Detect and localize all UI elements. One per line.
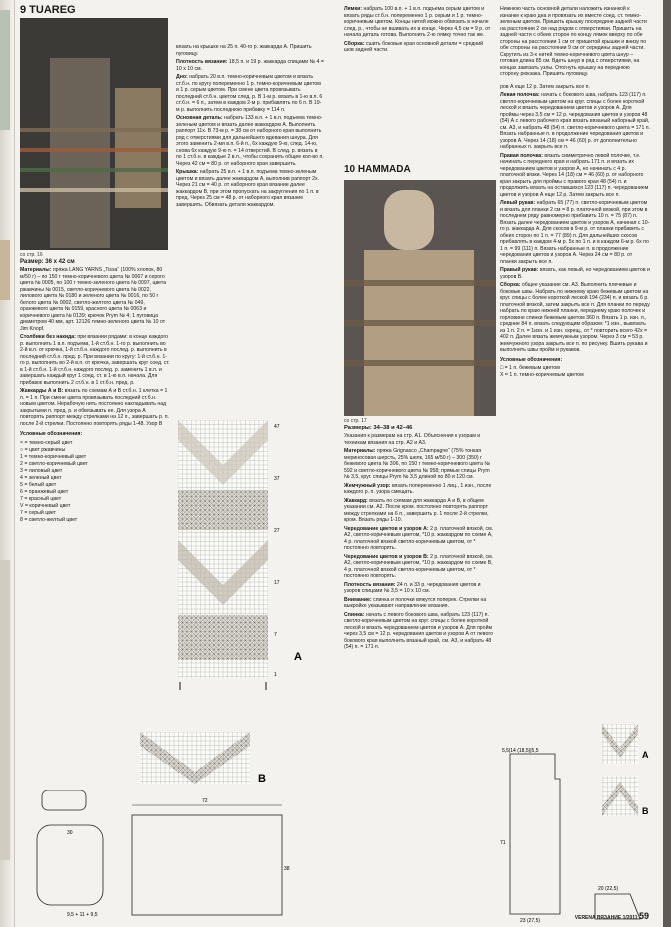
legend-item: 7 = красный цвет [20, 495, 62, 502]
legend-item: 1 = темно-коричневый цвет [20, 453, 87, 460]
h-jakkard-label: Жаккард: [344, 497, 368, 504]
pravyi-rukav-text: вязать, как левый, но чередованием цветов и узоров В. [500, 267, 650, 280]
sborka-label: Сборка: [344, 40, 365, 47]
chart-a-grid [178, 420, 334, 690]
svg-text:A: A [642, 750, 649, 760]
svg-text:47: 47 [274, 424, 280, 430]
section-title-hammada: 10 HAMMADA [344, 164, 411, 175]
svg-text:30: 30 [67, 830, 73, 836]
stolbiki-text: при вязании рядами: в конце каждого р. выполнить 1 в.п. подъема, 1-й ст.б.н. 1-го р. выполнить во 2-й в.п. от крючка, 1-й ст.б.н. каждого послед. р. выполнить в последний ст.б.н. пред. р. При вязании по кругу: 1-й ст.б.н. 1-го р. выполнить во 2-й в.п. от крючка, завершать круг соед. ст. в 1-й ст.б.н. 1-й ст.б.н. каждого послед. р. заменить 1 в.п. и завершать каждый круг 1 соед. ст. в 1-ю в.п. начала. Для прибавок выполнить 2 ст.б.н. в 1 ст.б.н. пред. р. [20, 334, 170, 386]
svg-text:72: 72 [202, 798, 208, 804]
right-column [500, 6, 650, 379]
chered-a-text: 2 р. платочной вязкой, см. А2, светло-коричневым цветом, *10 р. жаккардом по схеме А, 4 р. платочной вязкой светло-коричневым цветом, от * постоянно повторять. [344, 525, 494, 551]
svg-text:37: 37 [274, 476, 280, 482]
sborka2-text: общее указание см. А3. Выполнить плечевые и боковые швы. Набрать по нижнему краю бежевым цветом на круг. спицы с более короткой леской 194 (234) п. и вязать 6 р. платочной вязкой, затем закрыть все п. Для планки по переду набрать по краю нижней планки, переднему краю полочек и горловине спинки бежевым цветом 360 п. Вязать 1 р. изн. п., средние 84 п. вязать следующим образом: *1 изн., вывязать из 1 п. 2 п. = 1изн. и 1 изн. скрещ., от * повторить всего 42х = 402 п. Далее вязать жемчужным узором. Через 3 см = 53 р. жемчужного узора закрыть все п. по рисунку. Вшить рукава и выполнить швы пройм и рукавов. [500, 282, 650, 353]
pravyi-rukav-label: Правый рукав: [500, 267, 539, 273]
legend-item: ○ = цвет ржавчины [20, 446, 66, 453]
chart-b-grid [120, 732, 280, 792]
legend-title: Условные обозначения: [20, 431, 83, 437]
kryshka-label: Крышка: [176, 169, 199, 175]
legend-item: 8 = светло-желтый цвет [20, 516, 78, 523]
page-number: 59 [638, 911, 649, 921]
right-legend-title: Условные обозначения: [500, 356, 563, 363]
osnovnaya-label: Основная деталь: [176, 115, 223, 121]
lyamki-text: набрать 100 в.п. + 1 в.п. подъема серым цветом и вязать ряды ст.б.н. попеременно 1 р. серым и 1 р. темно-коричневым цветом. Концы нитей можно обвязать в начале след. р., чтобы не вшивать их в конце. Через 4,5 см = 9 р. от начала деталь готова. Выполнить 2-ю лямку точно так же. [344, 6, 491, 38]
hammada-text [344, 418, 494, 653]
svg-text:23 (27,5): 23 (27,5) [520, 918, 541, 924]
svg-text:38: 38 [284, 866, 290, 872]
dno-text: набрать 20 в.п. темно-коричневым цветом и вязать ст.б.н. по кругу попеременно 1 р. темно-коричневым цветом и 1 р. серым цветом. При смене цвета провязывать последний ст.б.н. цветом след. р. В 1-м р. вязать в 1-ю в.п. 6 ст.б.н. = 6 п., затем в каждом 2-м р. прибавлять по 6 п. В 19-м р. выполнить последнюю прибавку = 114 п. [176, 74, 323, 113]
left-text [20, 252, 170, 524]
h-materials-label: Материалы: [344, 448, 376, 454]
materials-label: Материалы: [20, 267, 52, 273]
svg-text:1: 1 [274, 672, 277, 678]
svg-text:17: 17 [274, 580, 280, 586]
middle-column [176, 44, 324, 210]
spinka-label: Спинка: [344, 611, 365, 618]
middle-p1: вязать на крышке на 25 п. 40-го р. жаккарда А. Пришить пуговицу. [176, 44, 312, 57]
chered-b-text: 2 р. платочной вязкой, см. А2, светло-коричневым цветом, *10 р. жаккардом по схеме В, 4 р. платочной вязкой светло-коричневым цветом, от * постоянно повторять. [344, 553, 494, 579]
size-line: Размер: 36 х 42 см [20, 258, 75, 265]
h-density-label: Плотность вязания: [344, 581, 396, 588]
levyi-rukav-label: Левый рукав: [500, 200, 536, 206]
page-footer [575, 911, 649, 921]
chered-b-label: Чередование цветов и узоров В: [344, 553, 429, 560]
svg-text:27: 27 [274, 528, 280, 534]
garment-schematic [500, 744, 650, 924]
lyamki-block [344, 6, 494, 56]
right-p-cont: ров А еще 12 р. Затем закрыть все п. [500, 83, 590, 90]
legend-item: × = темно-серый цвет [20, 439, 73, 446]
hammada-sizes-text: Указания к размерам на стр. А1. Объяснения к узорам и техникам вязания на стр. А2 и А3. [344, 433, 481, 446]
svg-text:7: 7 [274, 632, 277, 638]
density-text: 18,5 п. и 19 р. жаккарда спицами № 4 = 10 х 10 см. [176, 59, 324, 72]
h-jakkard-text: вязать по схемам для жаккарда А и В, в общем указании см. А2. После кром. постоянно повторять раппорт между стрелками на 6 п., завершить р. 1 после 2-й стрелки, кром. Вязать ряды 1-10. [344, 497, 489, 523]
levaya-label: Левая полочка: [500, 92, 540, 98]
spinka-text: начать с левого бокового шва, набрать 123 (117) п. светло-коричневым цветом на круг. спицы с более короткой леской и вязать чередованием цветов и узоров А. Для пройм через 3,5 см = 12 р. чередования цветов и узоров А от левого бокового края выполнить вязаный край, см. А3, и набрать 48 (54) п. = 171 п. [344, 611, 494, 650]
vnimanie-text: спинка и полочки вяжутся поперек. Стрелки на выкройке указывают направление вязания. [344, 596, 487, 609]
sborka2-label: Сборка: [500, 282, 521, 288]
svg-text:A: A [294, 651, 302, 663]
vnimanie-label: Внимание: [344, 596, 372, 603]
osnovnaya-text: набрать 133 в.п. + 1 в.п. подъема темно-зеленым цветом и вязать далее жаккардом А. Выполнить раппорт 11х. В 73-м р. = 38 см от наборного края выполнить ряд с отверстиями для дальнейшего вдевания шнура. Для этого заменить 2-мя в.п. 6-й п., 6х каждую 9-ю, след. 14-ю, снова 6х каждую 9-ю п. = 14 отверстий. В след. р. вязать в по 1 ст.б.н. в каждые 2 в.п., чтобы сохранить общее кол-во п. Через 42 см = 80 р. от наборного края завершить. [176, 115, 324, 167]
right-p0: Нижнюю часть основной детали наложить изнанкой к изнанке к краю дна и провязать их вместе соед. ст. темно-зеленым цветом. Пришить крышку посередине задней части на расстоянии 2 см над рядом с отверстиями. Пришить на задней части с обеих сторон по концу лямок вверху по обе стороны на расстоянии 1 см от пришитой крышки и внизу по обе стороны на расстоянии 9 см от середины задней части. Скрутить из 3-х нитей темно-коричневого цвета шнур – готовая длина 85 см. Вдеть шнур в ряд с отверстиями, на концах завязать узлы. Отогнуть крышку на переднюю сторону рюкзака. Пришить пуговицу. [500, 6, 647, 77]
sborka-text: сшить боковые края основной детали = средний шов задней части. [344, 40, 484, 53]
zhemchuzh-text: вязать попеременно 1 лиц., 1 изн., после каждого р. п. узора смещать. [344, 482, 492, 495]
chered-a-label: Чередование цветов и узоров А: [344, 525, 429, 532]
legend-item: X = 1 п. темно-коричневым цветом [500, 372, 584, 378]
h-materials-text: пряжа Grignasco „Champagne“ (75% тонкая мериносовая шерсть, 25% шелк, 165 м/50 г) – 300 (350) г бежевого цвета № 306, по 150 г темно-коричневого цвета № 592 и светло-коричневого цвета № 958; прямые спицы Prym № 3,5, круг. спицы Prym № 3,5 длиной по 80 и 120 см. [344, 448, 490, 480]
hammada-sizes: Размеры: 34–38 и 42–46 [344, 424, 413, 431]
legend-item: 2 = светло-коричневый цвет [20, 460, 88, 467]
svg-text:B: B [642, 806, 649, 816]
legend-item: 4 = зеленый цвет [20, 474, 62, 481]
svg-text:20 (22,5): 20 (22,5) [598, 886, 619, 892]
section-title-tuareg: 9 TUAREG [20, 4, 76, 16]
left-column [20, 4, 170, 16]
lyamki-label: Лямки: [344, 6, 363, 12]
levyi-rukav-text: набрать 65 (77) п. светло-коричневым цветом и вязать для планки 2 см = 8 р. платочной вязкой, при этом в последнем ряду равномерно прибавить 10 п. = 75 (87) п. Вязать далее чередованием цветов и узоров А, начиная с 10-го р. жаккарда А. Для скосов в 9-м р. от планки прибавить с обеих сторон по 1 п. = 77 (89) п. Для дальнейших скосов прибавлять в каждом 4-м р. 5х по 1 п. и в каждом 6-м р. 6х по 1 п. = 99 (111) п. Вязать набранные п. в продолжение чередования цветов и узоров А. Через 24 см = 80 р. от планки закрыть все п. [500, 200, 650, 265]
materials-text: пряжа LANG YARNS „Tissa“ (100% хлопок, 80 м/50 г) – по 150 г темно-коричневого цвета № 0067 и серого цвета № 0005, по 100 г темно-зеленого цвета № 0097, цвета ржавчины № 0015, светло-коричневого цвета № 0022, лилового цвета № 0180 и зеленого цвета № 0016, по 50 г белого цвета № 0002, светло-желтого цвета № 049, оранжевого цвета № 0159, красного цвета № 0063 и коричневого цвета № 0139; крючок Prym № 4; 1 пуговица диаметром 40 мм, арт. 12126 темно-зеленого цвета № 10 от Jim Knopf. [20, 267, 167, 332]
legend-item: 6 = оранжевый цвет [20, 488, 69, 495]
edge-strip [0, 240, 10, 300]
density-label: Плотность вязания: [176, 59, 228, 65]
svg-text:71: 71 [500, 840, 506, 846]
hammada-caption: со стр. 17 [344, 418, 367, 424]
bag-schematic [22, 790, 322, 925]
svg-text:B: B [258, 773, 266, 785]
kryshka-text: набрать 25 в.п. + 1 в.п. подъема темно-зеленым цветом и вязать далее жаккардом А, выполнив раппорт 2х. Через 21 см = 40 р. от наборного края вязание далее жаккардом В, при этом пропускать на закругления по 1 п. в пред. Через 25 см = 48 р. от наборного края вязание завершить. Обвязать детали жаккардом. [176, 169, 320, 208]
h-density-text: 24 п. и 33 р. чередования цветов и узоров спицами № 3,5 = 10 х 10 см. [344, 581, 481, 594]
legend-item: V = коричневый цвет [20, 502, 71, 509]
edge-strip [0, 560, 10, 860]
pravaya-label: Правая полочка: [500, 152, 543, 159]
tuareg-photo [20, 18, 168, 250]
magazine-name: VERENA ВЯЗАНИЕ 1/2011 [574, 915, 638, 921]
hammada-heading [344, 164, 494, 176]
edge-strip [0, 10, 10, 130]
svg-text:9,5 + 11 + 9,5: 9,5 + 11 + 9,5 [67, 912, 98, 918]
legend-item: □ = 1 п. бежевым цветом [500, 365, 560, 371]
levaya-text: начать с бокового шва, набрать 123 (117) п. светло-коричневым цветом на круг. спицы с более короткой леской и вязать чередованием цветов и узоров А. Для проймы через 3,5 см = 12 р. чередования цветов и узоров 48 (54) А с левого рабочего края вязать вязаный наборный край, см. А3, и набрать 48 (54) п. светло-коричневого цвета = 171 п. Вязать набранные п. в продолжение чередования цветов и узоров А. Через 14 (18) см = 46 (60) р. от дополнительно набранных п. закрыть все п. [500, 92, 651, 150]
legend-item: 5 = белый цвет [20, 481, 57, 488]
stolbiki-label: Столбики без накида: [20, 334, 76, 340]
legend-item: 3 = лиловый цвет [20, 467, 63, 474]
dno-label: Дно: [176, 74, 188, 80]
hammada-photo [344, 180, 496, 416]
pravaya-text: вязать симметрично левой полочке, т.е. начинать с переднего края и набрать 171 п. и вязать их чередованием цветов и узоров А, но начинать с 4 р. платочной вязки. Через 14 (18) см = 46 (60) р. от наборного края закрыть для проймы с правого края 48 (54) п. и продолжить вязать на оставшихся 123 (117) п. чередованием цветов и узоров А еще 12 р. Затем закрыть все п. [500, 152, 649, 198]
photo-caption: со стр. 16 [20, 252, 43, 258]
jakkardy-label: Жаккарды А и В: [20, 388, 64, 394]
jakkardy-text: вязать по схемам А и В ст.б.н. 1 клетка = 1 п. = 1 п. При смене цвета провязывать последний ст.б.н. новым цветом. Нерабочую нить постоянно накладывать над закрытыми п. пред. р. и обвязывать ее. Для узора А повторять раппорт между стрелками на 12 п., завершать р. п. после 2-й стрелки. Постоянно повторять ряды 1-48. Узор В [20, 388, 169, 427]
legend-item: 7 = серый цвет [20, 509, 56, 516]
zhemchuzh-label: Жемчужный узор: [344, 482, 391, 489]
svg-text:5,5|14 (18,5)|5,5: 5,5|14 (18,5)|5,5 [502, 748, 539, 754]
